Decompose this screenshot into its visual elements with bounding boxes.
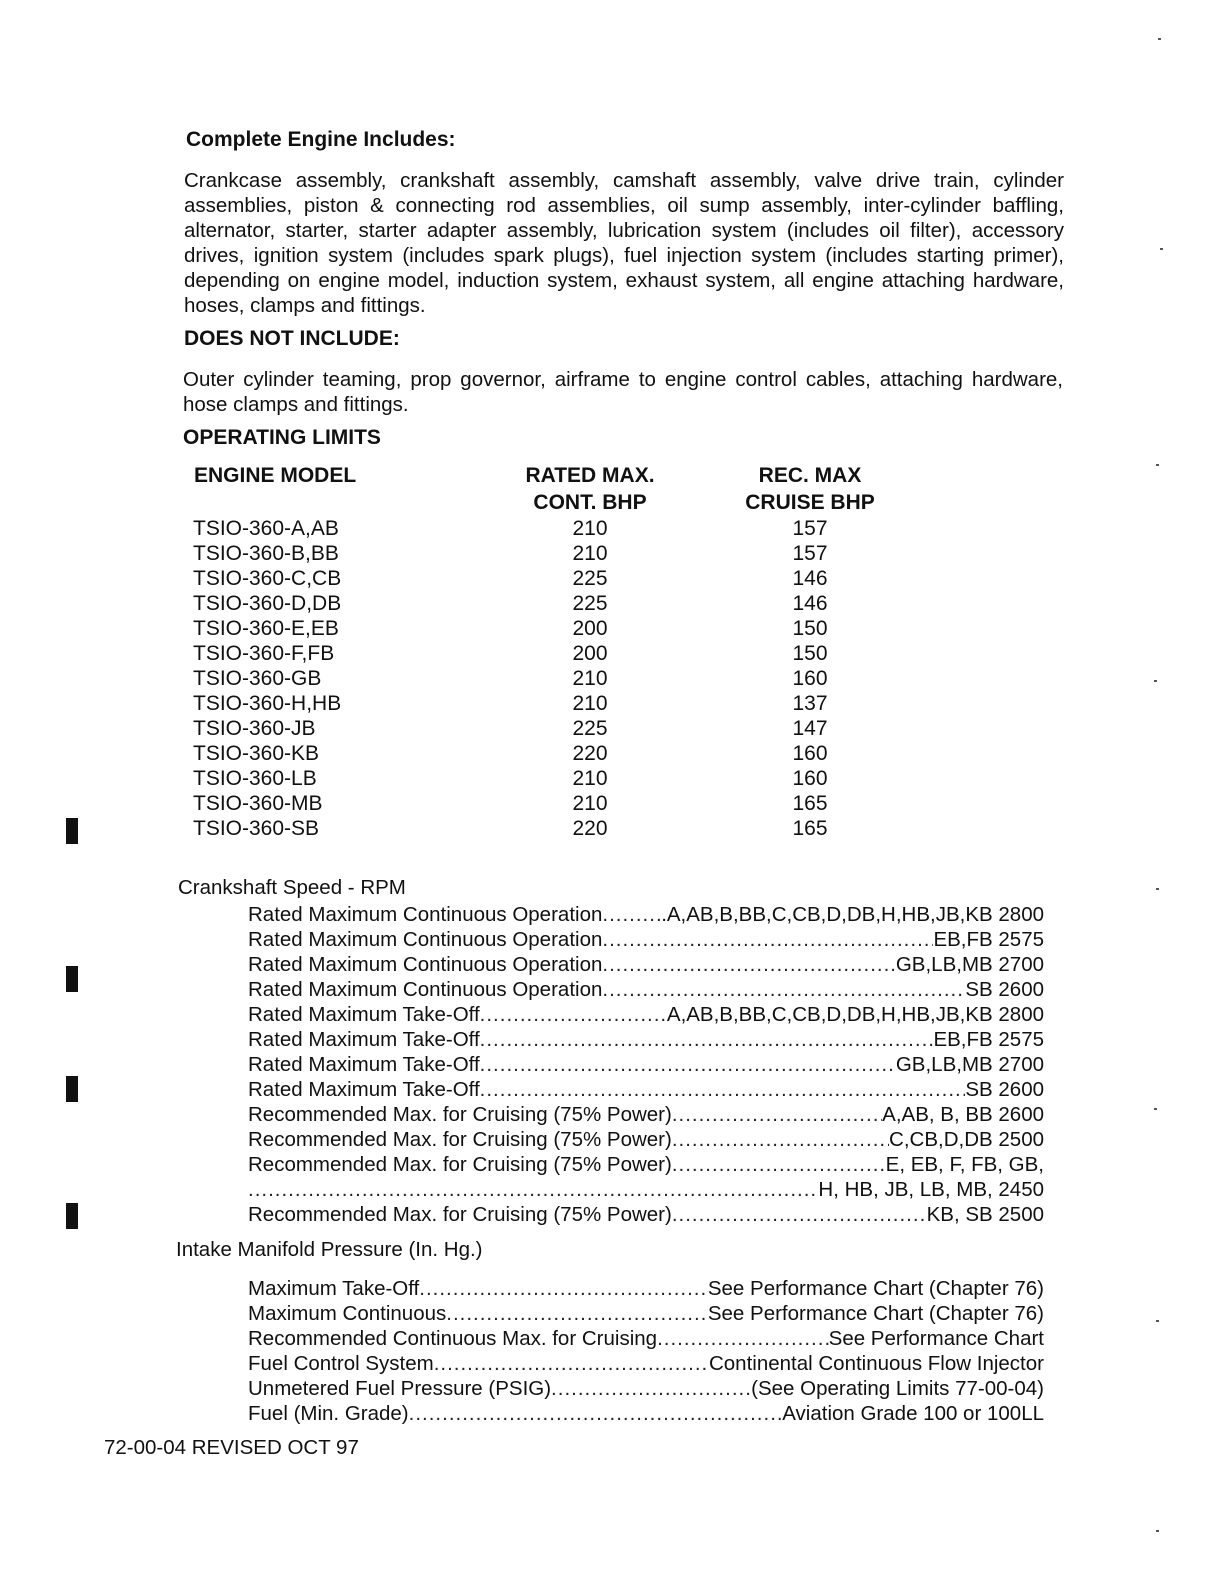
intake-heading: Intake Manifold Pressure (In. Hg.) xyxy=(176,1238,483,1261)
cell-cruise-bhp: 157 xyxy=(792,542,828,565)
operating-limits-heading: OPERATING LIMITS xyxy=(183,426,381,449)
scan-speck xyxy=(1154,1108,1157,1110)
cell-rated-bhp: 220 xyxy=(572,817,608,840)
cell-cruise-bhp: 165 xyxy=(792,817,828,840)
cell-rated-bhp: 225 xyxy=(572,592,608,615)
crankshaft-line xyxy=(248,1177,1044,1202)
dot-leader xyxy=(409,1401,783,1426)
complete-engine-heading: Complete Engine Includes: xyxy=(186,128,456,151)
table-row xyxy=(190,566,910,591)
crankshaft-line-value: EB,FB 2575 xyxy=(933,1028,1044,1051)
cell-engine-model: TSIO-360-B,BB xyxy=(193,542,339,565)
crankshaft-line xyxy=(248,1152,1044,1177)
cell-rated-bhp: 210 xyxy=(572,542,608,565)
dot-leader xyxy=(419,1276,708,1301)
intake-line-value: Aviation Grade 100 or 100LL xyxy=(782,1402,1044,1425)
table-row xyxy=(190,591,910,616)
crankshaft-line-value: EB,FB 2575 xyxy=(933,928,1044,951)
dot-leader xyxy=(248,1177,818,1202)
intake-line-label: Unmetered Fuel Pressure (PSIG) xyxy=(248,1377,552,1400)
table-row xyxy=(190,691,910,716)
cell-engine-model: TSIO-360-D,DB xyxy=(193,592,342,615)
intake-line-value: Continental Continuous Flow Injector xyxy=(708,1352,1044,1375)
cell-rated-bhp: 225 xyxy=(572,567,608,590)
crankshaft-line xyxy=(248,1102,1044,1127)
crankshaft-line-label: Rated Maximum Take-Off xyxy=(248,1078,480,1101)
cell-rated-bhp: 200 xyxy=(572,642,608,665)
crankshaft-line-label: Recommended Max. for Cruising (75% Power) xyxy=(248,1203,672,1226)
crankshaft-line-label: Recommended Max. for Cruising (75% Power) xyxy=(248,1153,672,1176)
scan-speck xyxy=(1158,38,1161,40)
crankshaft-line-value: .A,AB,B,BB,C,CB,D,DB,H,HB,JB,KB 2800 xyxy=(661,903,1044,926)
cell-engine-model: TSIO-360-MB xyxy=(193,792,323,815)
table-row xyxy=(190,516,910,541)
dot-leader xyxy=(602,927,933,952)
dot-leader xyxy=(602,977,965,1002)
cell-cruise-bhp: 146 xyxy=(792,567,828,590)
cell-cruise-bhp: 147 xyxy=(792,717,828,740)
dot-leader xyxy=(672,1102,882,1127)
intake-line-label: Fuel (Min. Grade) xyxy=(248,1402,409,1425)
dot-leader xyxy=(480,1077,966,1102)
crankshaft-line-label: Rated Maximum Continuous Operation xyxy=(248,928,603,951)
crankshaft-line xyxy=(248,927,1044,952)
dot-leader xyxy=(672,1127,889,1152)
cell-engine-model: TSIO-360-H,HB xyxy=(193,692,342,715)
crankshaft-line-value: A,AB, B, BB 2600 xyxy=(882,1103,1044,1126)
table-row xyxy=(190,666,910,691)
dot-leader xyxy=(657,1326,829,1351)
scan-speck xyxy=(1156,1530,1159,1532)
does-not-include-heading: DOES NOT INCLUDE: xyxy=(184,327,400,350)
dot-leader xyxy=(551,1376,751,1401)
table-row xyxy=(190,641,910,666)
cell-engine-model: TSIO-360-A,AB xyxy=(193,517,339,540)
cell-rated-bhp: 210 xyxy=(572,692,608,715)
cell-engine-model: TSIO-360-JB xyxy=(193,717,316,740)
intake-line-label: Recommended Continuous Max. for Cruising xyxy=(248,1327,658,1350)
intake-line-value: See Performance Chart (Chapter 76) xyxy=(707,1277,1044,1300)
crankshaft-line-label: Rated Maximum Take-Off xyxy=(248,1053,480,1076)
intake-line-value: See Performance Chart (Chapter 76) xyxy=(707,1302,1044,1325)
intake-line-value: (See Operating Limits 77-00-04) xyxy=(751,1377,1044,1400)
dot-leader xyxy=(434,1351,709,1376)
col-engine-model: ENGINE MODEL xyxy=(194,464,357,487)
table-row xyxy=(190,541,910,566)
scan-speck xyxy=(1156,464,1159,466)
cell-rated-bhp: 220 xyxy=(572,742,608,765)
crankshaft-line-value: A,AB,B,BB,C,CB,D,DB,H,HB,JB,KB 2800 xyxy=(666,1003,1044,1026)
revision-bar xyxy=(66,966,78,992)
cell-engine-model: TSIO-360-E,EB xyxy=(193,617,339,640)
scan-speck xyxy=(1156,1320,1159,1322)
dot-leader xyxy=(480,1002,667,1027)
table-body xyxy=(190,516,910,841)
crankshaft-heading: Crankshaft Speed - RPM xyxy=(178,876,406,899)
cell-cruise-bhp: 150 xyxy=(792,617,828,640)
table-row xyxy=(190,766,910,791)
dot-leader xyxy=(602,902,661,927)
crankshaft-line xyxy=(248,1027,1044,1052)
intake-line xyxy=(248,1326,1044,1351)
revision-bar xyxy=(66,1076,78,1102)
intake-line xyxy=(248,1401,1044,1426)
crankshaft-line-value: GB,LB,MB 2700 xyxy=(895,1053,1044,1076)
cell-rated-bhp: 200 xyxy=(572,617,608,640)
cell-engine-model: TSIO-360-GB xyxy=(193,667,322,690)
crankshaft-line-label: Rated Maximum Take-Off xyxy=(248,1028,480,1051)
col-rated-line2: CONT. BHP xyxy=(533,491,647,514)
col-rec-line2: CRUISE BHP xyxy=(745,491,875,514)
crankshaft-line xyxy=(248,952,1044,977)
crankshaft-line-label: Rated Maximum Continuous Operation xyxy=(248,978,603,1001)
crankshaft-line-value: KB, SB 2500 xyxy=(926,1203,1044,1226)
crankshaft-line xyxy=(248,1127,1044,1152)
cell-engine-model: TSIO-360-LB xyxy=(193,767,317,790)
revision-bar xyxy=(66,1203,78,1229)
cell-cruise-bhp: 150 xyxy=(792,642,828,665)
operating-limits-table xyxy=(190,462,910,841)
cell-rated-bhp: 210 xyxy=(572,792,608,815)
crankshaft-line-label: Rated Maximum Continuous Operation xyxy=(248,903,603,926)
cell-cruise-bhp: 160 xyxy=(792,767,828,790)
dot-leader xyxy=(480,1052,896,1077)
col-rec-max xyxy=(710,462,910,516)
crankshaft-line-value: SB 2600 xyxy=(965,978,1044,1001)
cell-rated-bhp: 225 xyxy=(572,717,608,740)
crankshaft-line-value: E, EB, F, FB, GB, xyxy=(885,1153,1044,1176)
page-footer: 72-00-04 REVISED OCT 97 xyxy=(104,1436,359,1459)
cell-rated-bhp: 210 xyxy=(572,517,608,540)
crankshaft-line xyxy=(248,977,1044,1002)
col-rated-max xyxy=(490,462,690,516)
does-not-include-text: Outer cylinder teaming, prop governor, airframe to engine control cables, attaching hardware, hose clamps and fittings. xyxy=(183,368,1063,416)
intake-line xyxy=(248,1376,1044,1401)
revision-bar xyxy=(66,818,78,844)
table-header xyxy=(190,462,910,516)
cell-rated-bhp: 210 xyxy=(572,667,608,690)
scan-speck xyxy=(1154,680,1157,682)
crankshaft-line xyxy=(248,1052,1044,1077)
cell-cruise-bhp: 160 xyxy=(792,667,828,690)
crankshaft-line xyxy=(248,1077,1044,1102)
crankshaft-line-label: Recommended Max. for Cruising (75% Power) xyxy=(248,1128,672,1151)
scan-speck xyxy=(1160,248,1163,250)
cell-cruise-bhp: 160 xyxy=(792,742,828,765)
intake-line xyxy=(248,1351,1044,1376)
cell-engine-model: TSIO-360-SB xyxy=(193,817,320,840)
table-row xyxy=(190,791,910,816)
table-row xyxy=(190,816,910,841)
intake-list xyxy=(248,1276,1044,1426)
crankshaft-line xyxy=(248,902,1044,927)
dot-leader xyxy=(672,1152,886,1177)
crankshaft-line-value: SB 2600 xyxy=(965,1078,1044,1101)
intake-line-label: Fuel Control System xyxy=(248,1352,434,1375)
scan-speck xyxy=(1156,888,1159,890)
cell-cruise-bhp: 157 xyxy=(792,517,828,540)
crankshaft-line-value: C,CB,D,DB 2500 xyxy=(889,1128,1044,1151)
intake-line-label: Maximum Take-Off xyxy=(248,1277,420,1300)
col-rec-line1: REC. MAX xyxy=(758,464,862,487)
cell-engine-model: TSIO-360-C,CB xyxy=(193,567,342,590)
crankshaft-line xyxy=(248,1002,1044,1027)
cell-cruise-bhp: 146 xyxy=(792,592,828,615)
dot-leader xyxy=(446,1301,708,1326)
cell-cruise-bhp: 137 xyxy=(792,692,828,715)
table-row xyxy=(190,616,910,641)
crankshaft-line-label: Rated Maximum Continuous Operation xyxy=(248,953,603,976)
cell-cruise-bhp: 165 xyxy=(792,792,828,815)
col-rated-line1: RATED MAX. xyxy=(525,464,655,487)
crankshaft-line-label: Rated Maximum Take-Off xyxy=(248,1003,480,1026)
crankshaft-list xyxy=(248,902,1044,1227)
intake-line xyxy=(248,1276,1044,1301)
table-row xyxy=(190,741,910,766)
dot-leader xyxy=(672,1202,927,1227)
intake-line xyxy=(248,1301,1044,1326)
intake-line-value: See Performance Chart xyxy=(828,1327,1044,1350)
cell-rated-bhp: 210 xyxy=(572,767,608,790)
crankshaft-line xyxy=(248,1202,1044,1227)
cell-engine-model: TSIO-360-F,FB xyxy=(193,642,335,665)
crankshaft-line-value: H, HB, JB, LB, MB, 2450 xyxy=(818,1178,1044,1201)
intake-line-label: Maximum Continuous xyxy=(248,1302,447,1325)
table-row xyxy=(190,716,910,741)
dot-leader xyxy=(602,952,895,977)
crankshaft-line-label: Recommended Max. for Cruising (75% Power) xyxy=(248,1103,672,1126)
dot-leader xyxy=(480,1027,934,1052)
cell-engine-model: TSIO-360-KB xyxy=(193,742,320,765)
crankshaft-line-value: GB,LB,MB 2700 xyxy=(895,953,1044,976)
complete-engine-text: Crankcase assembly, crankshaft assembly, camshaft assembly, valve drive train, cylinder assemblies, piston & connecting rod assemblies, oil sump assembly, inter-cylinder baffling, alternator, starter, starter adapter assembly, lubrication system (includes oil filter), accessory drives, ignition system (includes spark plugs), fuel injection system (includes starting primer), depending on engine model, induction system, exhaust system, all engine attaching hardware, hoses, clamps and fittings. xyxy=(184,169,1064,317)
